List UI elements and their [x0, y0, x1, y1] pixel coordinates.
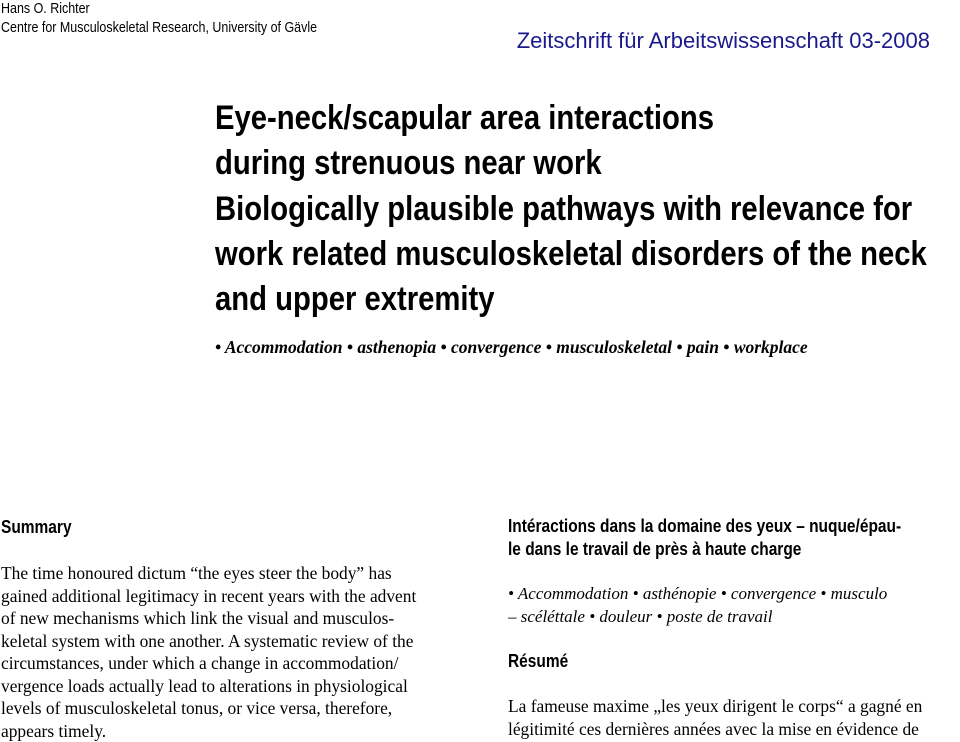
title-line: Biologically plausible pathways with relevance for	[215, 187, 927, 232]
author-block	[1, 0, 317, 38]
summary-line: levels of musculoskeletal tonus, or vice versa, therefore,	[1, 697, 461, 720]
author-affiliation: Centre for Musculoskeletal Research, University of Gävle	[1, 19, 317, 38]
resume-text	[508, 695, 922, 740]
summary-line: circumstances, under which a change in accommodation/	[1, 652, 461, 675]
summary-text	[1, 562, 461, 742]
summary-line: appears timely.	[1, 720, 461, 742]
title-line: during strenuous near work	[215, 141, 927, 186]
french-title	[508, 515, 901, 561]
french-title-line: le dans le travail de près à haute charge	[508, 538, 901, 561]
french-keywords	[508, 583, 887, 628]
resume-line: La fameuse maxime „les yeux dirigent le corps“ a gagné en	[508, 695, 922, 718]
french-title-line: Intéractions dans la domaine des yeux – nuque/épau-	[508, 515, 901, 538]
resume-line: légitimité ces dernières années avec la mise en évidence de	[508, 718, 922, 741]
article-title	[215, 96, 927, 322]
title-line: Eye-neck/scapular area interactions	[215, 96, 927, 141]
title-line: and upper extremity	[215, 277, 927, 322]
french-keyword-line: • Accommodation • asthénopie • convergence • musculo	[508, 583, 887, 606]
keywords: • Accommodation • asthenopia • convergence • musculoskeletal • pain • workplace	[215, 337, 808, 358]
journal-citation: Zeitschrift für Arbeitswissenschaft 03-2008	[517, 28, 930, 54]
summary-line: The time honoured dictum “the eyes steer the body” has	[1, 562, 461, 585]
title-line: work related musculoskeletal disorders of the neck	[215, 232, 927, 277]
summary-line: gained additional legitimacy in recent years with the advent	[1, 585, 461, 608]
author-name: Hans O. Richter	[1, 0, 317, 19]
summary-line: keletal system with one another. A systematic review of the	[1, 630, 461, 653]
resume-heading: Résumé	[508, 650, 568, 673]
summary-line: of new mechanisms which link the visual and musculos-	[1, 607, 461, 630]
summary-heading: Summary	[1, 516, 72, 539]
french-keyword-line: – scéléttale • douleur • poste de travail	[508, 606, 887, 629]
summary-line: vergence loads actually lead to alterations in physiological	[1, 675, 461, 698]
